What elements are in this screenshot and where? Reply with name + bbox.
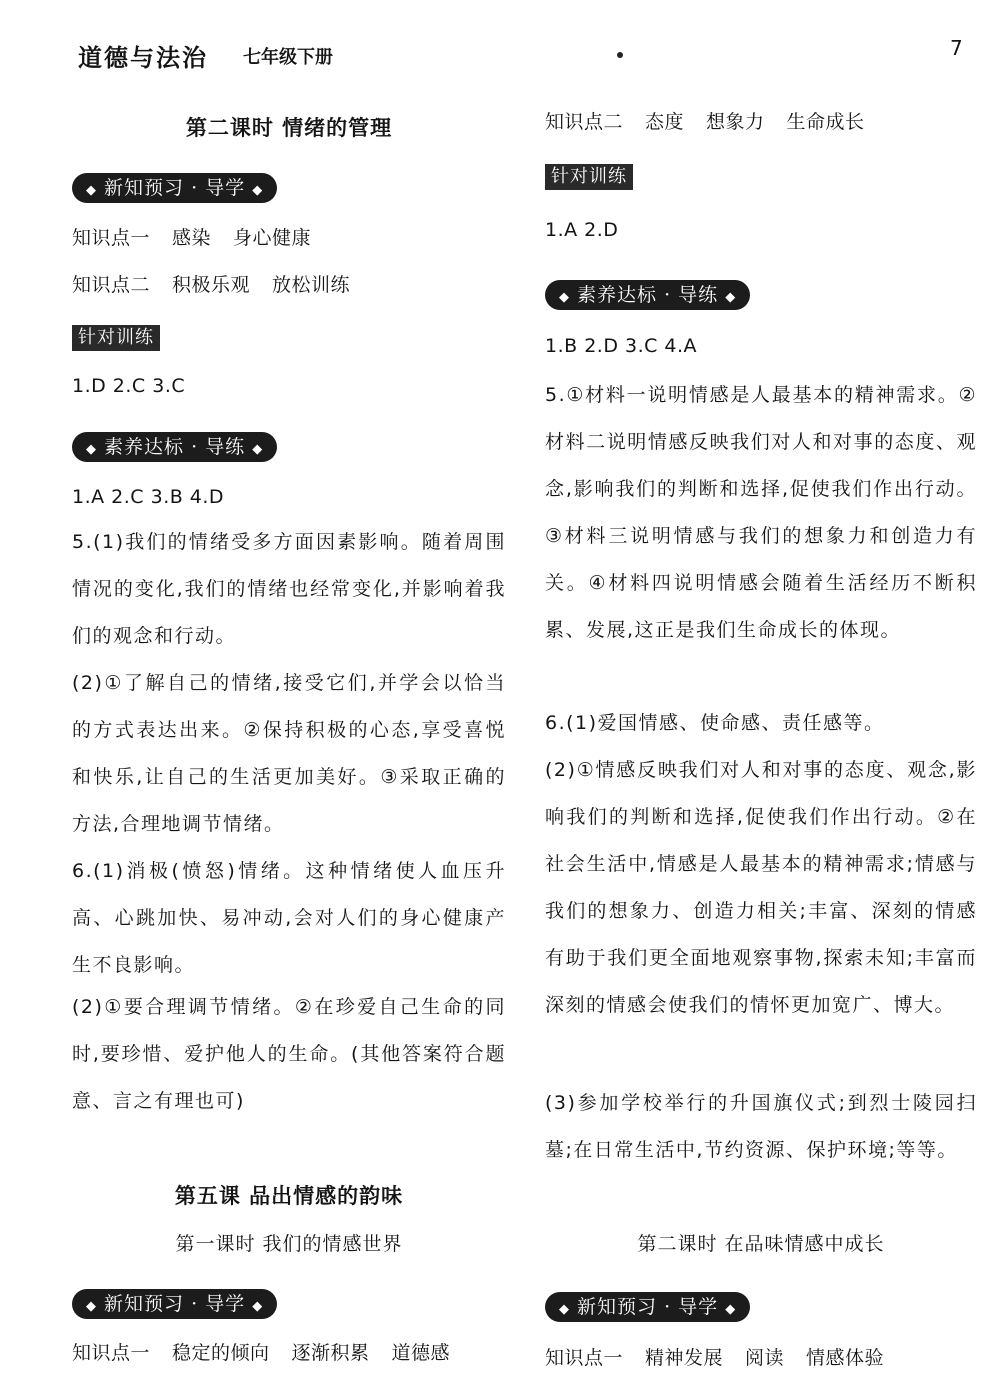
answer-row: 1.A 2.C 3.B 4.D (72, 486, 225, 508)
answer-paragraph: 6.(1)爱国情感、使命感、责任感等。 (545, 712, 885, 734)
training-tag: 针对训练 (72, 325, 160, 351)
knowledge-point-row: 知识点二 积极乐观 放松训练 (72, 274, 351, 296)
answer-row: 1.A 2.D (545, 219, 619, 241)
preview-banner: ◆ 新知预习 · 导学 ◆ (72, 1289, 277, 1319)
preview-banner: ◆ 新知预习 · 导学 ◆ (72, 173, 277, 203)
section-subtitle: 第一课时 我们的情感世界 (175, 1233, 403, 1255)
answer-paragraph: (3)参加学校举行的升国旗仪式;到烈士陵园扫墓;在日常生活中,节约资源、保护环境;等等。 (545, 1092, 977, 1161)
knowledge-point-row: 知识点一 精神发展 阅读 情感体验 (545, 1347, 885, 1369)
grade-label: 七年级下册 (243, 47, 333, 68)
lesson-title: 第二课时 情绪的管理 (185, 116, 393, 140)
answer-paragraph: 5.①材料一说明情感是人最基本的精神需求。②材料二说明情感反映我们对人和对事的态度、观念,影响我们的判断和选择,促使我们作出行动。③材料三说明情感与我们的想象力和创造力有关。④材料四说明情感会随着生活经历不断积累、发展,这正是我们生命成长的体现。 (545, 384, 977, 641)
answer-row: 1.D 2.C 3.C (72, 375, 186, 397)
answer-paragraph: (2)①情感反映我们对人和对事的态度、观念,影响我们的判断和选择,促使我们作出行动。②在社会生活中,情感是人最基本的精神需求;情感与我们的想象力、创造力相关;丰富、深刻的情感有助于我们更全面地观察事物,探索未知;丰富而深刻的情感会使我们的情怀更加宽广、博大。 (545, 759, 977, 1016)
lesson-title: 第五课 品出情感的韵味 (174, 1184, 404, 1208)
knowledge-point-row: 知识点二 态度 想象力 生命成长 (545, 111, 865, 133)
training-tag: 针对训练 (545, 164, 633, 190)
practice-banner: ◆ 素养达标 · 导练 ◆ (72, 432, 277, 462)
practice-banner: ◆ 素养达标 · 导练 ◆ (545, 280, 750, 310)
header-dot (617, 52, 623, 58)
answer-row: 1.B 2.D 3.C 4.A (545, 335, 698, 357)
knowledge-point-row: 知识点一 感染 身心健康 (72, 227, 312, 249)
knowledge-point-row: 知识点一 稳定的倾向 逐渐积累 道德感 (72, 1342, 451, 1364)
preview-banner: ◆ 新知预习 · 导学 ◆ (545, 1292, 750, 1322)
answer-paragraph: (2)①要合理调节情绪。②在珍爱自己生命的同时,要珍惜、爱护他人的生命。(其他答案符合题意、言之有理也可) (72, 996, 506, 1112)
answer-paragraph: 5.(1)我们的情绪受多方面因素影响。随着周围情况的变化,我们的情绪也经常变化,并影响着我们的观念和行动。 (72, 531, 506, 647)
answer-paragraph: 6.(1)消极(愤怒)情绪。这种情绪使人血压升高、心跳加快、易冲动,会对人们的身心健康产生不良影响。 (72, 860, 506, 976)
answer-paragraph: (2)①了解自己的情绪,接受它们,并学会以恰当的方式表达出来。②保持积极的心态,享受喜悦和快乐,让自己的生活更加美好。③采取正确的方法,合理地调节情绪。 (72, 672, 506, 835)
page-number: 7 (950, 36, 963, 60)
book-title: 道德与法治 (78, 44, 208, 72)
page-header (0, 0, 1000, 80)
section-subtitle: 第二课时 在品味情感中成长 (637, 1233, 885, 1255)
